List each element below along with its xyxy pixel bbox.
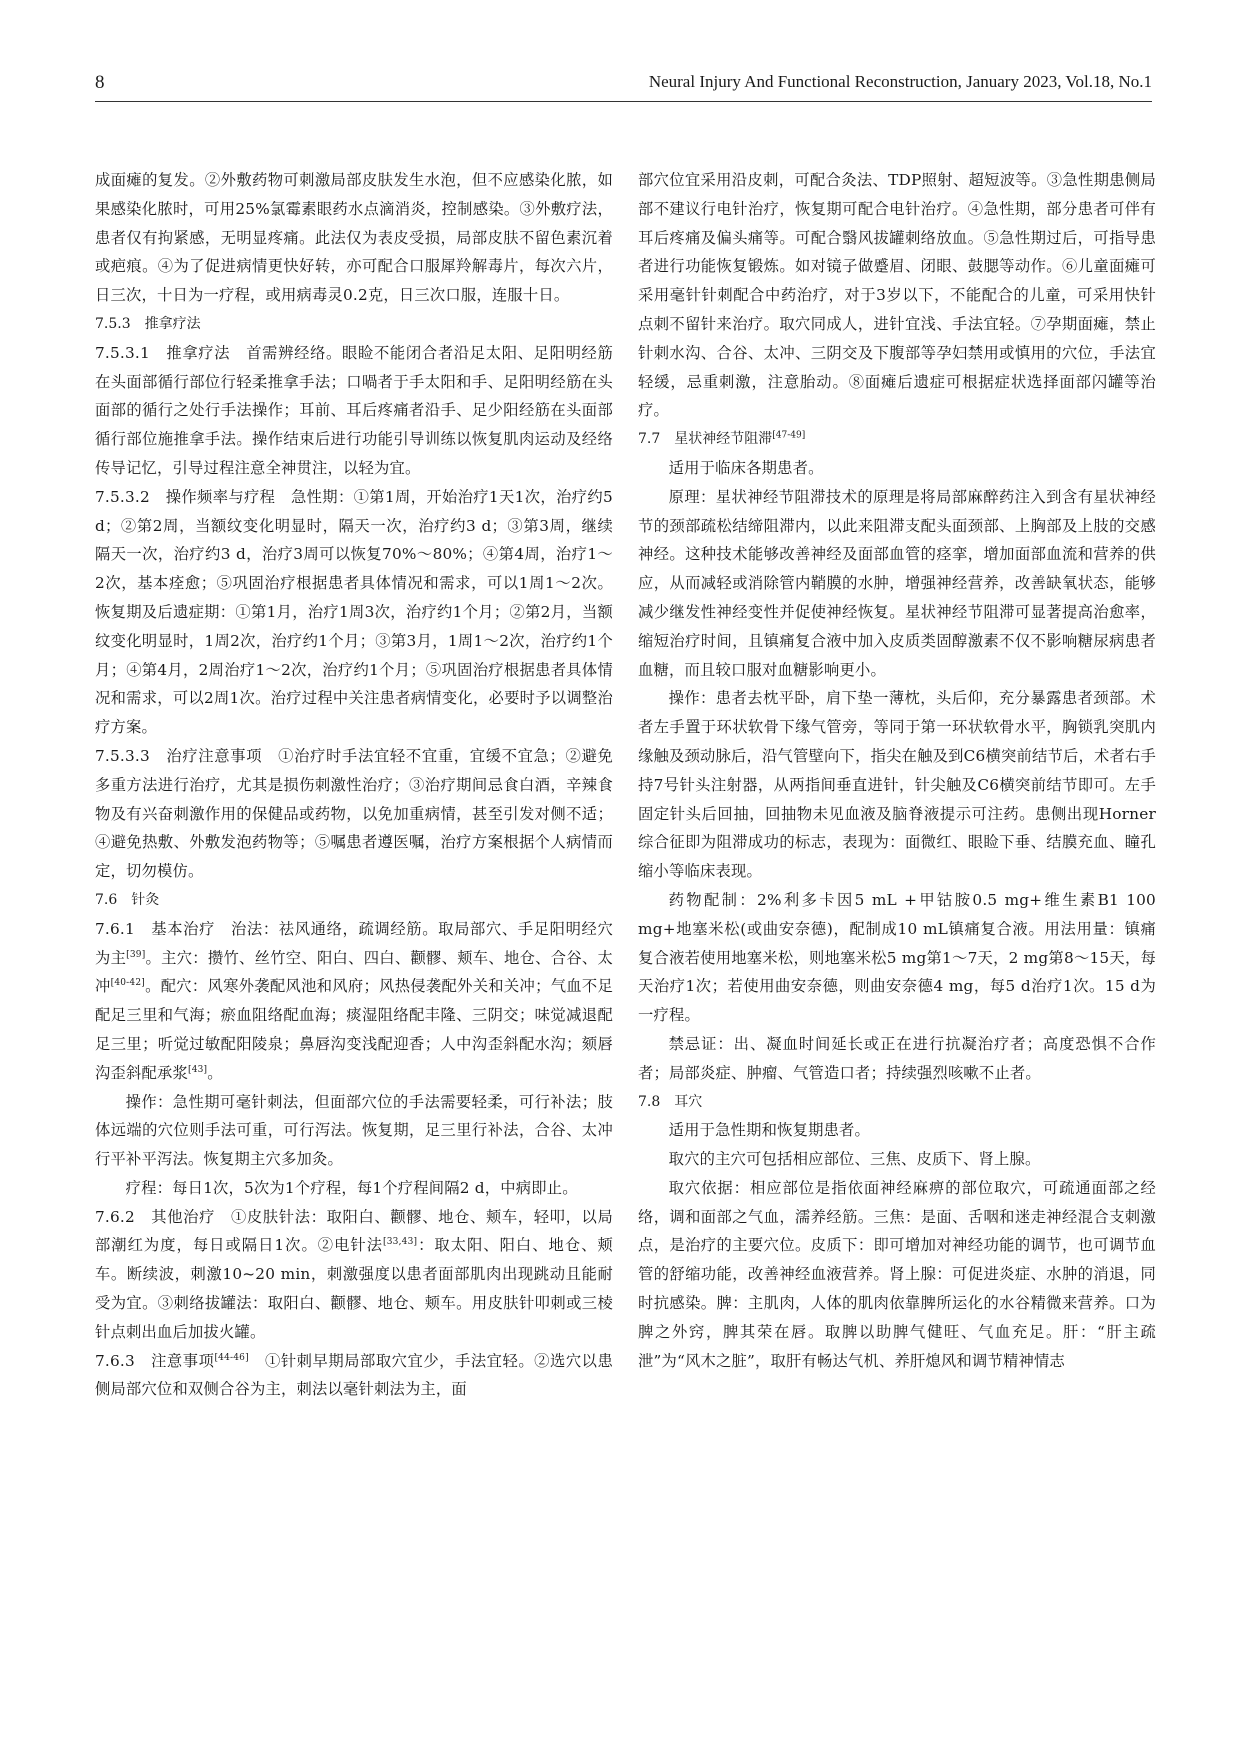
paragraph: 7.5.3.3 治疗注意事项 ①治疗时手法宜轻不宜重，宜缓不宜急；②避免多重方法进行治疗，尤其是损伤刺激性治疗；③治疗期间忌食白酒，辛辣食物及有兴奋刺激作用的保健品或药物，以免加重病情，甚至引发对侧不适；④避免热敷、外敷发泡药物等；⑤嘱患者遵医嘱，治疗方案根据个人病情而定，切勿模仿。 xyxy=(95,746,613,881)
text-run: 7.6.3 注意事项 xyxy=(95,1351,215,1370)
running-header: Neural Injury And Functional Reconstruction, January 2023, Vol.18, No.1 xyxy=(648,72,1152,91)
paragraph: 疗程：每日1次，5次为1个疗程，每1个疗程间隔2 d，中病即止。 xyxy=(125,1178,578,1197)
paragraph: 取穴依据：相应部位是指依面神经麻痹的部位取穴，可疏通面部之经络，调和面部之气血，濡养经筋。三焦：是面、舌咽和迷走神经混合支刺激点，是治疗的主要穴位。皮质下：即可增加对神经功能的调节，也可调节血管的舒缩功能，改善神经血液营养。肾上腺：可促进炎症、水肿的消退，同时抗感染。脾：主肌肉，人体的肌肉依靠脾所运化的水谷精微来营养。口为脾之外窍，脾其荣在唇。取脾以助脾气健旺、气血充足。肝：“肝主疏泄”为“风木之脏”，取肝有畅达气机、养肝熄风和调节精神情志 xyxy=(638,1178,1156,1370)
section-heading: 7.8 耳穴 xyxy=(638,1093,703,1110)
paragraph: 部穴位宜采用沿皮刺，可配合灸法、TDP照射、超短波等。③急性期患侧局部不建议行电针治疗，恢复期可配合电针治疗。④急性期，部分患者可伴有耳后疼痛及偏头痛等。可配合翳风拔罐刺络放血。⑤急性期过后，可指导患者进行功能恢复锻炼。如对镜子做蹙眉、闭眼、鼓腮等动作。⑥儿童面瘫可采用毫针针刺配合中药治疗，对于3岁以下，不能配合的儿童，可采用快针点刺不留针来治疗。取穴同成人，进针宜浅、手法宜轻。⑦孕期面瘫，禁止针刺水沟、合谷、太冲、三阴交及下腹部等孕妇禁用或慎用的穴位，手法宜轻缓，忌重刺激，注意胎动。⑧面瘫后遗症可根据症状选择面部闪罐等治疗。 xyxy=(638,171,1156,420)
paragraph xyxy=(95,1347,613,1405)
paragraph: 7.5.3.1 推拿疗法 首需辨经络。眼睑不能闭合者沿足太阳、足阳明经筋在头面部循行部位行轻柔推拿手法；口喎者于手太阳和手、足阳明经筋在头面部的循行之处行手法操作；耳前、耳后疼痛者沿手、足少阳经筋在头面部循行部位施推拿手法。操作结束后进行功能引导训练以恢复肌肉运动及经络传导记忆，引导过程注意全神贯注，以轻为宜。 xyxy=(95,343,613,477)
paragraph: 取穴的主穴可包括相应部位、三焦、皮质下、肾上腺。 xyxy=(668,1150,1041,1169)
paragraph: 操作：患者去枕平卧，肩下垫一薄枕，头后仰，充分暴露患者颈部。术者左手置于环状软骨下缘气管旁，等同于第一环状软骨水平，胸锁乳突肌内缘触及颈动脉后，沿气管壁向下，指尖在触及到C6横突前结节后，术者右手持7号针头注射器，从两指间垂直进针，针尖触及C6横突前结节即可。左手固定针头后回抽，回抽物未见血液及脑脊液提示可注药。患侧出现Horner综合征即为阻滞成功的标志，表现为：面微红、眼睑下垂、结膜充血、瞳孔缩小等临床表现。 xyxy=(638,689,1156,881)
text-run: ：取太阳、阳白、地仓、颊车。断续波，刺激10~20 min，刺激强度以患者面部肌肉出现跳动且能耐受为宜。③刺络拔罐法：取阳白、颧髎、地仓、颊车。用皮肤针叩刺或三棱针点刺出血后加拔火罐。 xyxy=(95,1236,613,1341)
section-heading: 7.6 针灸 xyxy=(95,891,160,908)
paragraph: 操作：急性期可毫针刺法，但面部穴位的手法需要轻柔，可行补法；肢体远端的穴位则手法可重，可行泻法。恢复期，足三里行补法，合谷、太冲行平补平泻法。恢复期主穴多加灸。 xyxy=(95,1092,613,1169)
paragraph xyxy=(95,915,613,1088)
paragraph: 药物配制：2%利多卡因5 mL +甲钴胺0.5 mg+维生素B1 100 mg+地塞米松(或曲安奈德)，配制成10 mL镇痛复合液。用法用量：镇痛复合液若使用地塞米松，则地塞米松5 mg第1～7天，2 mg第8～15天，每天治疗1次；若使用曲安奈德，则曲安奈德4 mg，每5 d治疗1次。15 d为一疗程。 xyxy=(638,890,1156,1025)
text-run: 7.6.1 基本治疗 治法：祛风通络，疏调经筋。取局部穴、手足阳明经穴为主 xyxy=(95,919,613,967)
text-run: 。主穴：攒竹、丝竹空、阳白、四白、颧髎、颊车、地仓、合谷、太冲 xyxy=(95,948,613,996)
section-heading xyxy=(638,425,1156,454)
citation[interactable]: [44-46] xyxy=(214,1352,249,1363)
citation[interactable]: [47-49] xyxy=(772,430,806,441)
citation[interactable]: [39] xyxy=(126,949,146,960)
text-run: ①针刺早期局部取穴宜少，手法宜轻。②选穴以患侧局部穴位和双侧合谷为主，刺法以毫针刺法为主，面 xyxy=(95,1351,613,1399)
text-run: 7.6.2 其他治疗 ①皮肤针法：取阳白、颧髎、地仓、颊车，轻叩，以局部潮红为度，每日或隔日1次。②电针法 xyxy=(95,1207,613,1255)
section-heading: 7.5.3 推拿疗法 xyxy=(95,315,201,332)
paragraph: 适用于临床各期患者。 xyxy=(668,458,824,477)
citation[interactable]: [43] xyxy=(187,1064,208,1075)
heading-text: 7.7 星状神经节阻滞 xyxy=(638,431,773,448)
citation[interactable]: [40-42] xyxy=(110,978,145,989)
left-column xyxy=(95,166,613,1740)
paragraph: 7.5.3.2 操作频率与疗程 急性期：①第1周，开始治疗1天1次，治疗约5 d；②第2周，当额纹变化明显时，隔天一次，治疗约3 d；③第3周，继续隔天一次，治疗约3 d，治疗3周可以恢复70%～80%；④第4周，治疗1～2次，基本痊愈；⑤巩固治疗根据患者具体情况和需求，可以1周1～2次。恢复期及后遗症期：①第1月，治疗1周3次，治疗约1个月；②第2月，当额纹变化明显时，1周2次，治疗约1个月；③第3月，1周1～2次，治疗约1个月；④第4月，2周治疗1～2次，治疗约1个月；⑤巩固治疗根据患者具体情况和需求，可以2周1次。治疗过程中关注患者病情变化，必要时予以调整治疗方案。 xyxy=(95,487,613,737)
paragraph xyxy=(95,1203,613,1347)
text-run: 。配穴：风寒外袭配风池和风府；风热侵袭配外关和关冲；气血不足配足三里和气海；瘀血阻络配血海；痰湿阻络配丰隆、三阴交；味觉减退配足三里；听觉过敏配阳陵泉；鼻唇沟变浅配迎香；人中沟歪斜配水沟；颏唇沟歪斜配承浆 xyxy=(95,977,613,1082)
text-run: 。 xyxy=(207,1063,223,1082)
paragraph: 成面瘫的复发。②外敷药物可刺激局部皮肤发生水泡，但不应感染化脓，如果感染化脓时，可用25%氯霉素眼药水点滴消炎，控制感染。③外敷疗法，患者仅有拘紧感，无明显疼痛。此法仅为表皮受损，局部皮肤不留色素沉着或疤痕。④为了促进病情更快好转，亦可配合口服犀羚解毒片，每次六片，日三次，十日为一疗程，或用病毒灵0.2克，日三次口服，连服十日。 xyxy=(95,171,613,305)
paragraph: 适用于急性期和恢复期患者。 xyxy=(668,1121,871,1140)
paragraph: 原理：星状神经节阻滞技术的原理是将局部麻醉药注入到含有星状神经节的颈部疏松结缔阻滞内，以此来阻滞支配头面颈部、上胸部及上肢的交感神经。这种技术能够改善神经及面部血管的痉挛，增加面部血流和营养的供应，从而减轻或消除管内鞘膜的水肿，增强神经营养，改善缺氧状态，能够减少继发性神经变性并促使神经恢复。星状神经节阻滞可显著提高治愈率，缩短治疗时间，且镇痛复合液中加入皮质类固醇激素不仅不影响糖尿病患者血糖，而且较口服对血糖影响更小。 xyxy=(638,487,1156,679)
page-number: 8 xyxy=(95,72,105,93)
citation[interactable]: [33,43] xyxy=(383,1237,418,1248)
right-column xyxy=(638,166,1156,1740)
paragraph: 禁忌证：出、凝血时间延长或正在进行抗凝治疗者；高度恐惧不合作者；局部炎症、肿瘤、气管造口者；持续强烈咳嗽不止者。 xyxy=(638,1034,1156,1082)
header-divider xyxy=(95,101,1152,102)
